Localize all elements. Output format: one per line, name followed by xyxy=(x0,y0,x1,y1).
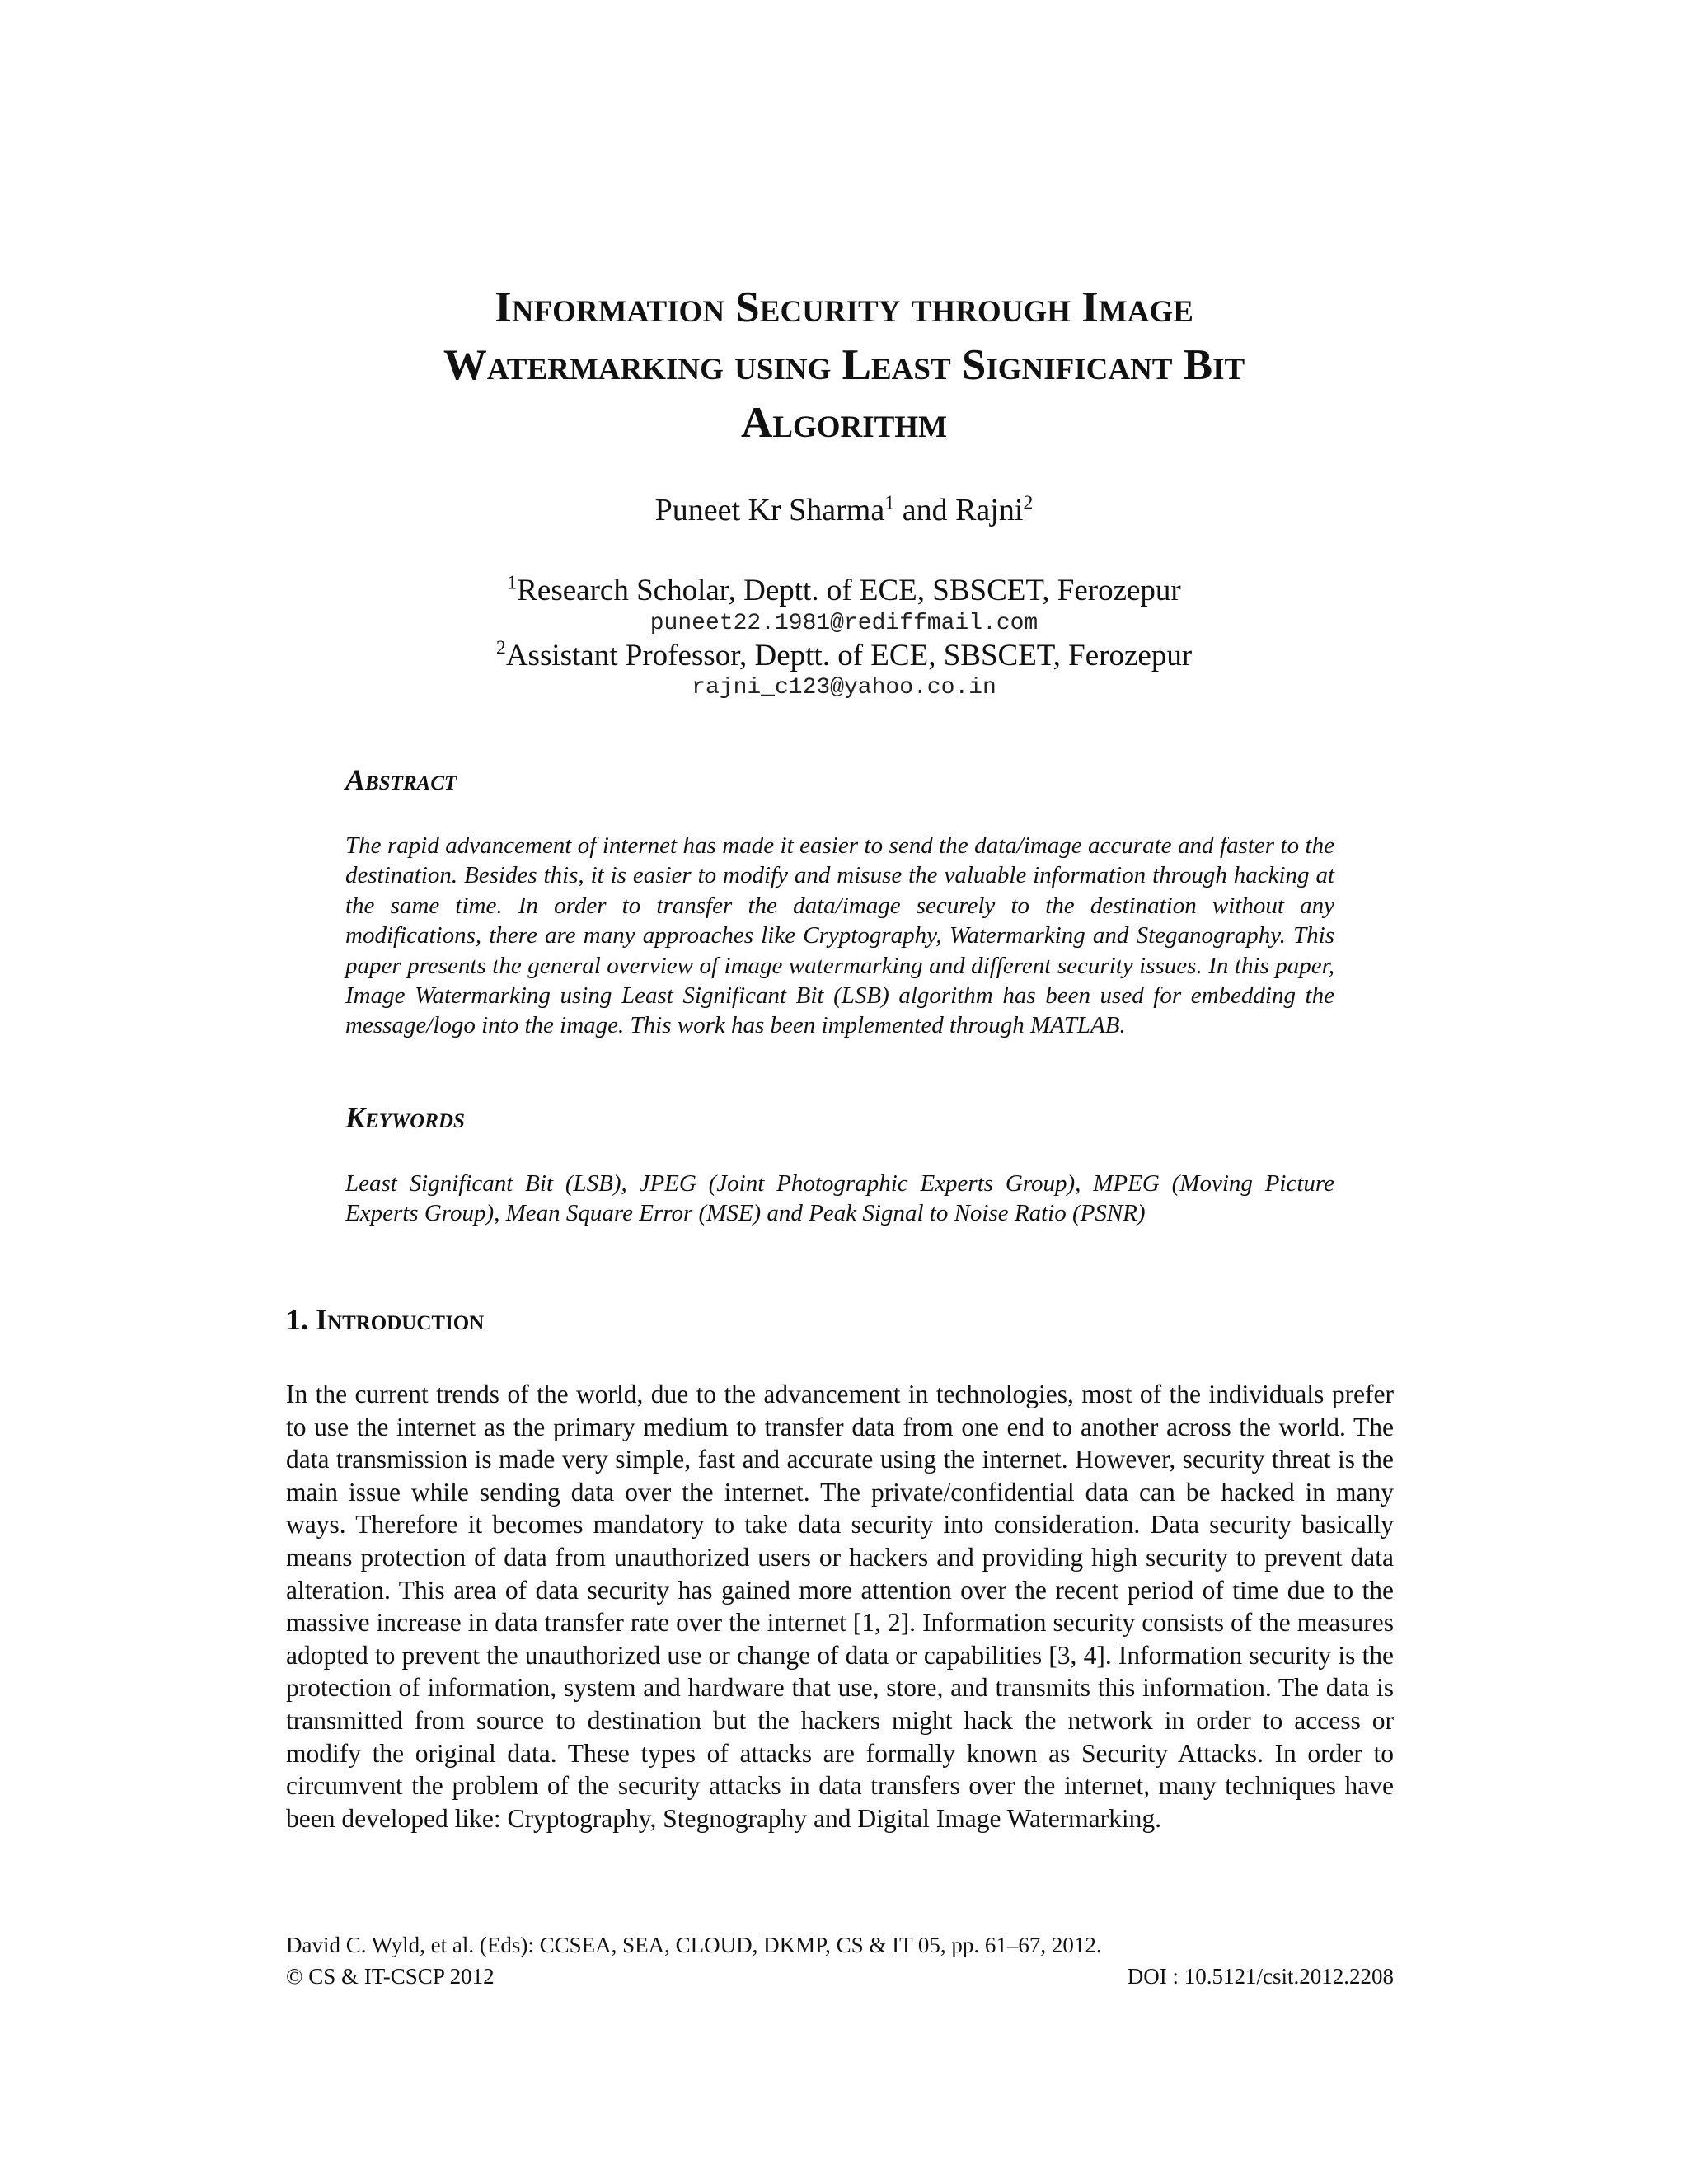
author-1-name: Puneet Kr Sharma xyxy=(654,493,885,527)
author-2-email: rajni_c123@yahoo.co.in xyxy=(692,675,996,701)
keywords-text: Least Significant Bit (LSB), JPEG (Joint Photographic Experts Group), MPEG (Moving Picture Experts Group), Mean Square Error (MSE) and Peak Signal to Noise Ratio (PSNR) xyxy=(345,1170,1334,1227)
author-2-name: Rajni xyxy=(955,493,1024,527)
footer-citation: David C. Wyld, et al. (Eds): CCSEA, SEA, CLOUD, DKMP, CS & IT 05, pp. 61–67, 2012. xyxy=(286,1933,1102,1957)
section-title: Introduction xyxy=(316,1303,485,1336)
footer-bottom-line xyxy=(286,1964,1394,1990)
paper-title xyxy=(214,279,1474,452)
abstract-text: The rapid advancement of internet has made it easier to send the data/image accurate and faster to the destination. Besides this, it is easier to modify and misuse the valuable information through hacking at the same time. In order to transfer the data/image securely to the destination without any modifications, there are many approaches like Cryptography, Watermarking and Steganography. This paper presents the general overview of image watermarking and different security issues. In this paper, Image Watermarking using Least Significant Bit (LSB) algorithm has been used for embedding the message/logo into the image. This work has been implemented through MATLAB. xyxy=(345,832,1334,1039)
introduction-text: In the current trends of the world, due to the advancement in technologies, most of the individuals prefer to use the internet as the primary medium to transfer data from one end to another across the world. The data transmission is made very simple, fast and accurate using the internet. However, security threat is the main issue while sending data over the internet. The private/confidential data can be hacked in many ways. Therefore it becomes mandatory to take data security into consideration. Data security basically means protection of data from unauthorized users or hackers and providing high security to prevent data alteration. This area of data security has gained more attention over the recent period of time due to the massive increase in data transfer rate over the internet [1, 2]. Information security consists of the measures adopted to prevent the unauthorized use or change of data or capabilities [3, 4]. Information security is the protection of information, system and hardware that use, store, and transmits this information. The data is transmitted from source to destination but the hackers might hack the network in order to access or modify the original data. These types of attacks are formally known as Security Attacks. In order to circumvent the problem of the security attacks in data transfers over the internet, many techniques have been developed like: Cryptography, Stegnography and Digital Image Watermarking. xyxy=(286,1380,1394,1833)
abstract-heading: Abstract xyxy=(345,763,457,796)
affiliation-1-sup: 1 xyxy=(507,572,518,594)
author-conjunction: and xyxy=(902,493,948,527)
affiliation-2-text: Assistant Professor, Deptt. of ECE, SBSCET, Ferozepur xyxy=(505,639,1193,673)
title-line-1: Information Security through Image xyxy=(495,284,1193,331)
affiliation-2-sup: 2 xyxy=(495,637,506,659)
author-1-email: puneet22.1981@rediffmail.com xyxy=(649,611,1039,636)
footer-doi: DOI : 10.5121/csit.2012.2208 xyxy=(1127,1964,1394,1989)
affiliation-2 xyxy=(214,638,1474,673)
author-2-sup: 2 xyxy=(1023,492,1034,514)
author-line xyxy=(214,492,1474,528)
title-line-3: Algorithm xyxy=(740,399,947,447)
section-number: 1. xyxy=(286,1303,308,1336)
title-line-2: Watermarking using Least Significant Bit xyxy=(443,341,1245,389)
footer-copyright: © CS & IT-CSCP 2012 xyxy=(286,1964,495,1989)
author-1-sup: 1 xyxy=(884,492,895,514)
keywords-heading: Keywords xyxy=(345,1101,465,1134)
affiliation-1-text: Research Scholar, Deptt. of ECE, SBSCET, Ferozepur xyxy=(517,574,1181,607)
affiliation-1 xyxy=(214,573,1474,608)
introduction-heading xyxy=(286,1302,484,1337)
